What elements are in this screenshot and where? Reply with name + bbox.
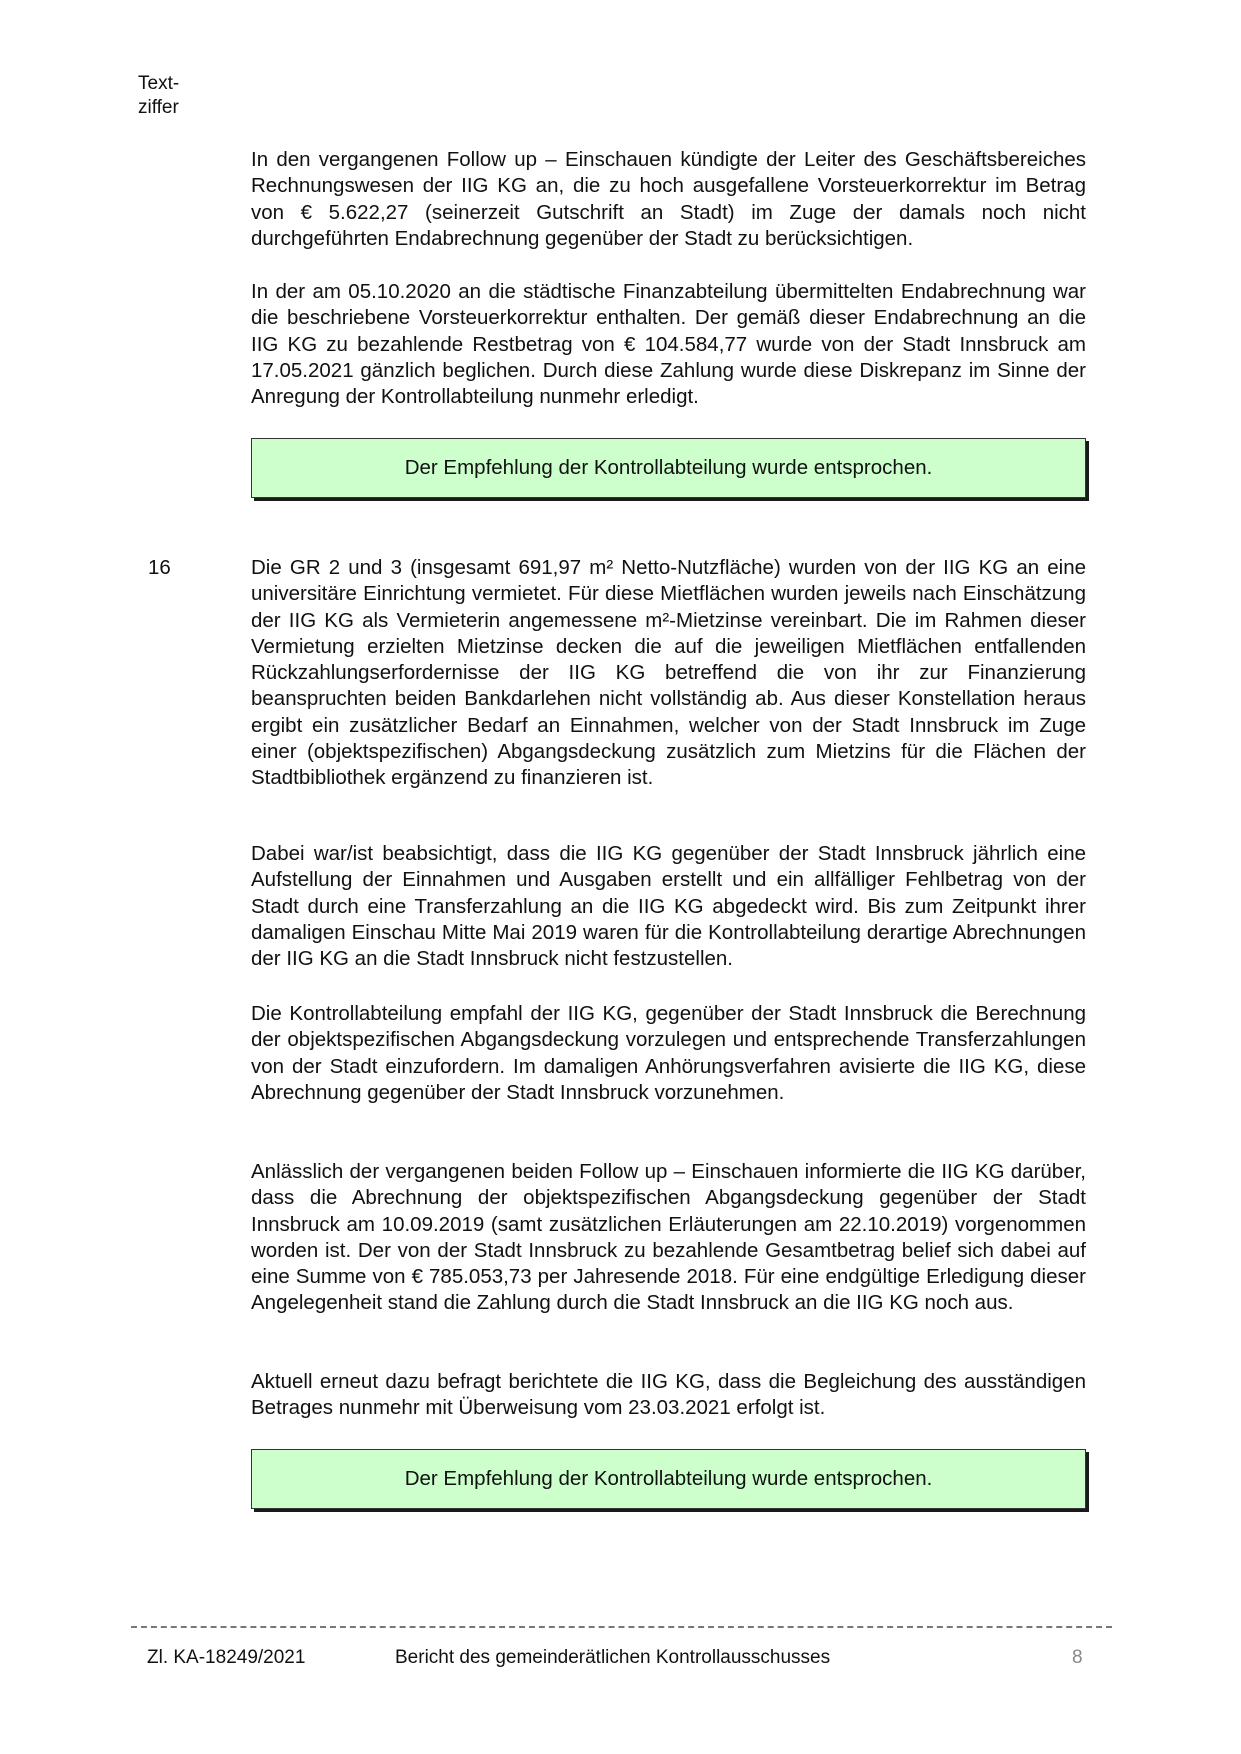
- recommendation-fulfilled-box: [251, 438, 1086, 498]
- textziffer-number: 16: [148, 556, 171, 579]
- paragraph: In der am 05.10.2020 an die städtische Finanzabteilung übermittelten Endabrechnung war die beschriebene Vorsteuerkorrektur enthalten. Der gemäß dieser Endabrechnung an die IIG KG zu bezahlende Restbetrag von € 104.584,77 wurde von der Stadt Innsbruck am 17.05.2021 gänzlich beglichen. Durch diese Zahlung wurde diese Diskrepanz im Sinne der Anregung der Kontrollabteilung nunmehr erledigt.: [251, 280, 1086, 409]
- callout-text: Der Empfehlung der Kontrollabteilung wurde entsprochen.: [404, 1467, 933, 1490]
- paragraph: In den vergangenen Follow up – Einschauen kündigte der Leiter des Geschäftsbereiches Rechnungswesen der IIG KG an, die zu hoch ausgefallene Vorsteuerkorrektur im Betrag von € 5.622,27 (seinerzeit Gutschrift an Stadt) im Zuge der damals noch nicht durchgeführten Endabrechnung gegenüber der Stadt zu berücksichtigen.: [251, 148, 1086, 250]
- footer-title: Bericht des gemeinderätlichen Kontrollausschusses: [395, 1647, 831, 1668]
- paragraph: Die GR 2 und 3 (insgesamt 691,97 m² Netto-Nutzfläche) wurden von der IIG KG an eine universitäre Einrichtung vermietet. Für diese Mietflächen wurden jeweils nach Einschätzung der IIG KG als Vermieterin angemessene m²-Mietzinse vereinbart. Die im Rahmen dieser Vermietung erzielten Mietzinse decken die auf die jeweiligen Mietflächen entfallenden Rückzahlungserfordernisse der IIG KG betreffend die von ihr zur Finanzierung beanspruchten beiden Bankdarlehen nicht vollständig ab. Aus dieser Konstellation heraus ergibt ein zusätzlicher Bedarf an Einnahmen, welcher von der Stadt Innsbruck im Zuge einer (objektspezifischen) Abgangsdeckung zusätzlich zum Mietzins für die Flächen der Stadtbibliothek ergänzend zu finanzieren ist.: [251, 556, 1086, 790]
- footer-reference: Zl. KA-18249/2021: [147, 1647, 306, 1668]
- paragraph: Aktuell erneut dazu befragt berichtete die IIG KG, dass die Begleichung des ausständigen Betrages nunmehr mit Überweisung vom 23.03.2021 erfolgt ist.: [251, 1370, 1086, 1420]
- paragraph: Dabei war/ist beabsichtigt, dass die IIG KG gegenüber der Stadt Innsbruck jährlich eine Aufstellung der Einnahmen und Ausgaben erstellt und ein allfälliger Fehlbetrag von der Stadt durch eine Transferzahlung an die IIG KG abgedeckt wird. Bis zum Zeitpunkt ihrer damaligen Einschau Mitte Mai 2019 waren für die Kontrollabteilung derartige Abrechnungen der IIG KG an die Stadt Innsbruck nicht festzustellen.: [251, 842, 1086, 971]
- recommendation-fulfilled-box: [251, 1449, 1086, 1509]
- paragraph: Die Kontrollabteilung empfahl der IIG KG, gegenüber der Stadt Innsbruck die Berechnung der objektspezifischen Abgangsdeckung vorzulegen und entsprechende Transferzahlungen von der Stadt einzufordern. Im damaligen Anhörungsverfahren avisierte die IIG KG, diese Abrechnung gegenüber der Stadt Innsbruck vorzunehmen.: [251, 1002, 1086, 1104]
- page-number: 8: [1072, 1647, 1083, 1668]
- margin-label-textziffer: Text- ziffer: [138, 73, 180, 118]
- callout-text: Der Empfehlung der Kontrollabteilung wurde entsprochen.: [404, 456, 933, 479]
- paragraph: Anlässlich der vergangenen beiden Follow up – Einschauen informierte die IIG KG darüber, dass die Abrechnung der objektspezifischen Abgangsdeckung gegenüber der Stadt Innsbruck am 10.09.2019 (samt zusätzlichen Erläuterungen am 22.10.2019) vorgenommen worden ist. Der von der Stadt Innsbruck zu bezahlende Gesamtbetrag belief sich dabei auf eine Summe von € 785.053,73 per Jahresende 2018. Für eine endgültige Erledigung dieser Angelegenheit stand die Zahlung durch die Stadt Innsbruck an die IIG KG noch aus.: [251, 1160, 1086, 1315]
- footer-divider: [131, 1626, 1112, 1628]
